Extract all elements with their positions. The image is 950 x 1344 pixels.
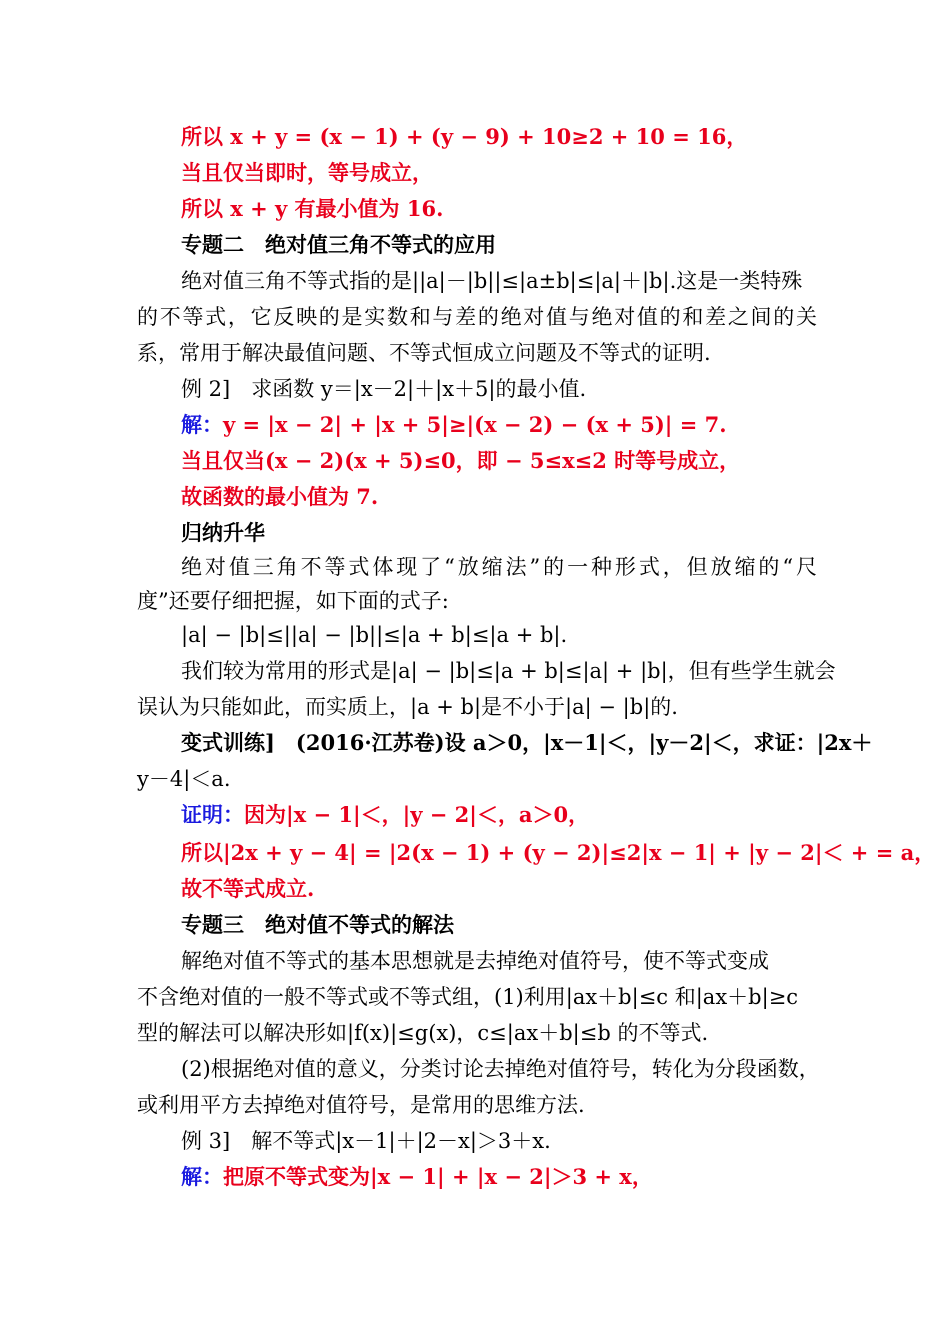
example-2-solution [181, 410, 727, 440]
proof-line-1 [181, 800, 589, 830]
proof-line-2: 所以|2x + y − 4| = |2(x − 1) + (y − 2)|≤2|x − 1| + |y − 2|＜ + = a， [181, 840, 936, 865]
proof-line-3: 故不等式成立. [181, 876, 315, 901]
summary-heading: 归纳升华 [181, 520, 265, 545]
example-3-question: 例 3] 解不等式|x－1|＋|2－x|＞3＋x. [181, 1129, 551, 1153]
paragraph-2-line-2: 度”还要仔细把握，如下面的式子: [137, 589, 449, 613]
paragraph-3-line-2: 误认为只能如此，而实质上，|a + b|是不小于|a| − |b|的. [137, 695, 678, 719]
variant-exercise-line-2: y－4|＜a. [137, 767, 231, 791]
example-2-question: 例 2] 求函数 y＝|x－2|＋|x＋5|的最小值. [181, 377, 587, 401]
proof-text: 因为|x − 1|＜，|y − 2|＜，a＞0， [244, 802, 590, 827]
solution-label: 解： [181, 1164, 223, 1189]
solution-text: 把原不等式变为|x − 1| + |x − 2|＞3 + x， [223, 1164, 653, 1189]
paragraph-4-line-1: 解绝对值不等式的基本思想就是去掉绝对值符号，使不等式变成 [181, 949, 769, 973]
example-3-solution [181, 1162, 653, 1192]
proof-label: 证明： [181, 802, 244, 827]
solution-label: 解： [181, 412, 223, 437]
paragraph-1-line-2: 的不等式，它反映的是实数和与差的绝对值与绝对值的和差之间的关 [137, 305, 817, 329]
paragraph-3-line-1: 我们较为常用的形式是|a| − |b|≤|a + b|≤|a| + |b|，但有些学生就会 [181, 659, 836, 683]
section-heading-3: 专题三 绝对值不等式的解法 [181, 912, 454, 937]
paragraph-5-line-1: (2)根据绝对值的意义，分类讨论去掉绝对值符号，转化为分段函数， [181, 1057, 820, 1081]
solution-line-1: 所以 x + y = (x − 1) + (y − 9) + 10≥2 + 10 = 16， [181, 124, 748, 149]
paragraph-2-formula: |a| − |b|≤||a| − |b||≤|a + b|≤|a + b|. [181, 623, 568, 647]
paragraph-1-line-3: 系，常用于解决最值问题、不等式恒成立问题及不等式的证明. [137, 341, 711, 365]
paragraph-4-line-2: 不含绝对值的一般不等式或不等式组，(1)利用|ax＋b|≤c 和|ax＋b|≥c [137, 985, 799, 1009]
example-2-solution-line-3: 故函数的最小值为 7. [181, 484, 379, 509]
paragraph-5-line-2: 或利用平方去掉绝对值符号，是常用的思维方法. [137, 1093, 585, 1117]
paragraph-4-line-3: 型的解法可以解决形如|f(x)|≤g(x)，c≤|ax＋b|≤b 的不等式. [137, 1021, 709, 1045]
solution-line-2: 当且仅当即时，等号成立， [181, 160, 433, 185]
paragraph-1-line-1: 绝对值三角不等式指的是||a|－|b||≤|a±b|≤|a|＋|b|.这是一类特殊 [181, 269, 803, 293]
solution-text: y = |x − 2| + |x + 5|≥|(x − 2) − (x + 5)| = 7. [223, 412, 727, 437]
section-heading-2: 专题二 绝对值三角不等式的应用 [181, 232, 496, 257]
paragraph-2-line-1: 绝对值三角不等式体现了“放缩法”的一种形式，但放缩的“尺 [181, 555, 817, 579]
variant-exercise-line-1: 变式训练] (2016·江苏卷)设 a＞0，|x－1|＜，|y－2|＜，求证：|2x＋ [181, 730, 873, 755]
solution-line-3: 所以 x + y 有最小值为 16. [181, 196, 444, 221]
example-2-solution-line-2: 当且仅当(x − 2)(x + 5)≤0，即 − 5≤x≤2 时等号成立， [181, 448, 741, 473]
